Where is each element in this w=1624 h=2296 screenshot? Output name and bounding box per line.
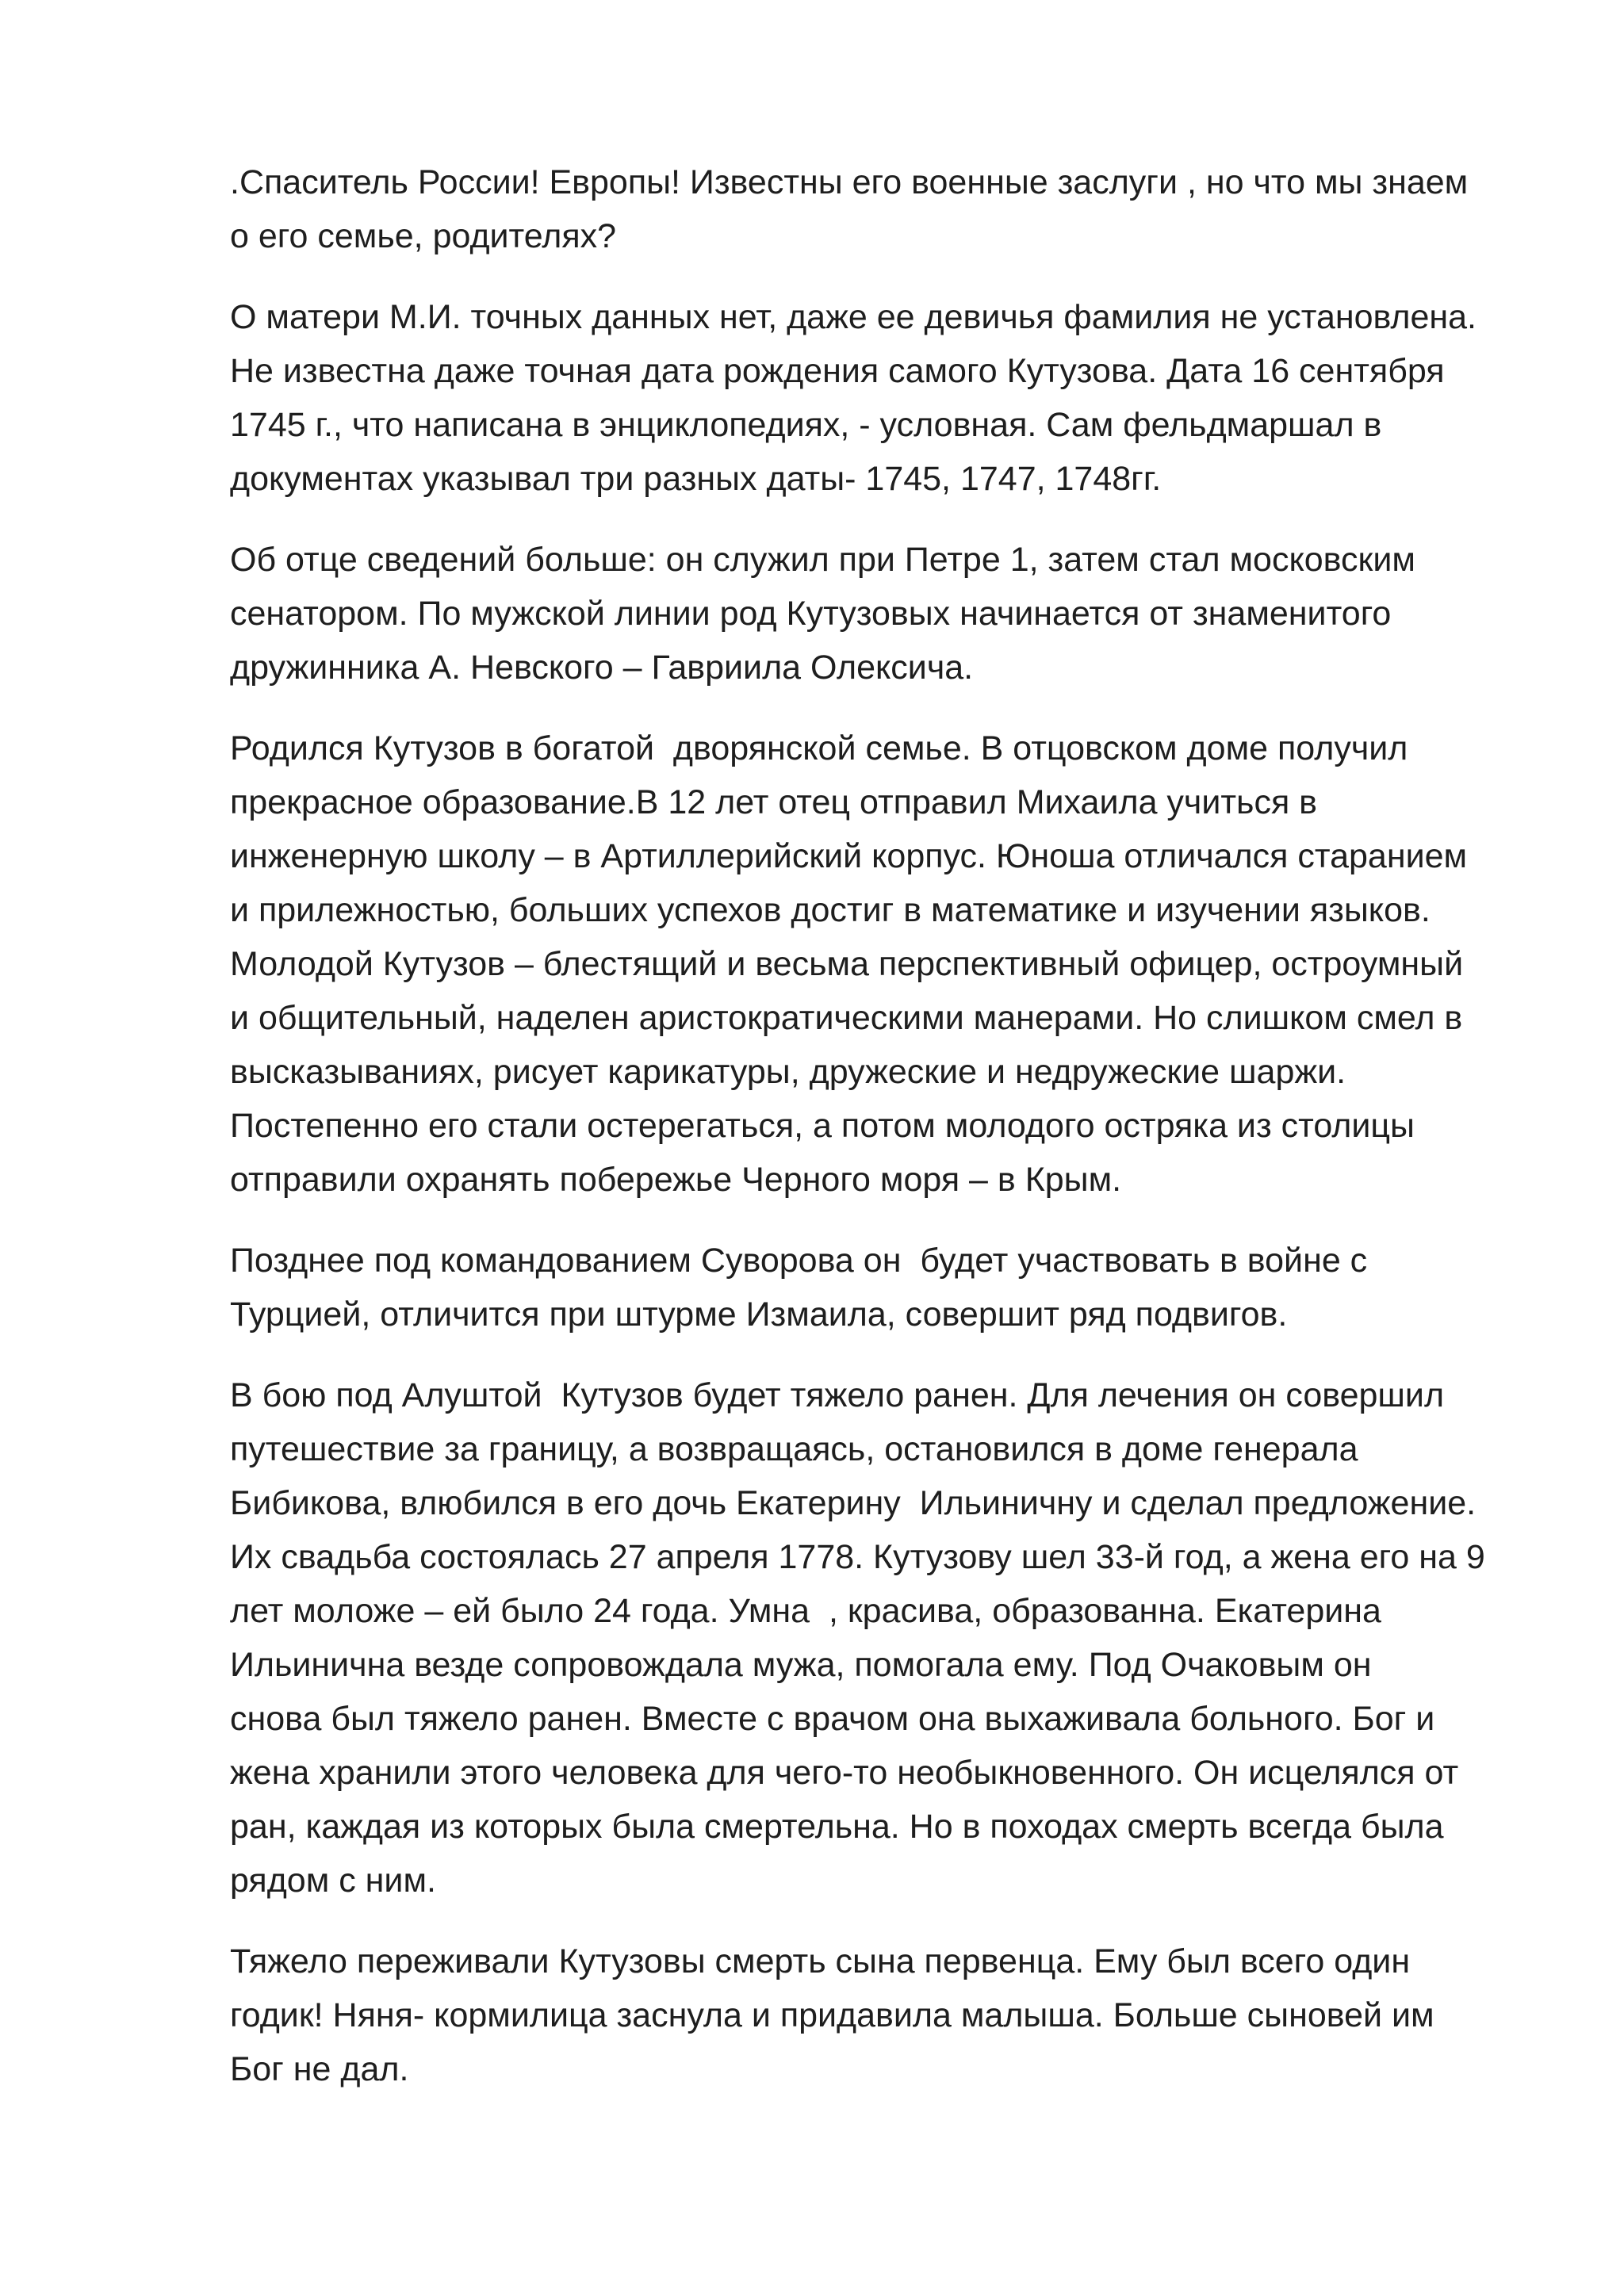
text-line: рядом с ним.: [230, 1862, 436, 1900]
text-line: Постепенно его стали остерегаться, а потом молодого остряка из столицы: [230, 1107, 1415, 1145]
text-line: сенатором. По мужской линии род Кутузовых начинается от знаменитого: [230, 595, 1392, 633]
paragraph-suvorov: [230, 1234, 1542, 1341]
paragraph-marriage: [230, 1368, 1542, 1908]
text-line: О матери М.И. точных данных нет, даже ее девичья фамилия не установлена.: [230, 298, 1477, 336]
text-line: прекрасное образование.В 12 лет отец отправил Михаила учиться в: [230, 783, 1318, 821]
text-line: Родился Кутузов в богатой дворянской семье. В отцовском доме получил: [230, 729, 1408, 767]
paragraph-youth: [230, 721, 1542, 1207]
text-line: Ильинична везде сопровождала мужа, помогала ему. Под Очаковым он: [230, 1646, 1372, 1684]
paragraph-intro: [230, 155, 1542, 263]
text-line: путешествие за границу, а возвращаясь, остановился в доме генерала: [230, 1430, 1358, 1468]
text-line: лет моложе – ей было 24 года. Умна , красива, образованна. Екатерина: [230, 1592, 1381, 1630]
text-line: Тяжело переживали Кутузовы смерть сына первенца. Ему был всего один: [230, 1942, 1411, 1980]
document-body: [230, 155, 1542, 2123]
text-line: инженерную школу – в Артиллерийский корпус. Юноша отличался старанием: [230, 837, 1468, 875]
text-line: В бою под Алуштой Кутузов будет тяжело ранен. Для лечения он совершил: [230, 1376, 1445, 1414]
text-line: жена хранили этого человека для чего-то необыкновенного. Он исцелялся от: [230, 1754, 1459, 1792]
paragraph-mother: [230, 290, 1542, 506]
text-line: дружинника А. Невского – Гавриила Олексича.: [230, 649, 974, 687]
paragraph-son: [230, 1934, 1542, 2096]
text-line: Их свадьба состоялась 27 апреля 1778. Кутузову шел 33-й год, а жена его на 9: [230, 1538, 1485, 1576]
text-line: Об отце сведений больше: он служил при Петре 1, затем стал московским: [230, 541, 1415, 579]
text-line: высказываниях, рисует карикатуры, дружеские и недружеские шаржи.: [230, 1053, 1346, 1091]
text-line: Турцией, отличится при штурме Измаила, совершит ряд подвигов.: [230, 1295, 1288, 1334]
text-line: Позднее под командованием Суворова он будет участвовать в войне с: [230, 1242, 1368, 1280]
text-line: и прилежностью, больших успехов достиг в математике и изучении языков.: [230, 891, 1431, 929]
text-line: Молодой Кутузов – блестящий и весьма перспективный офицер, остроумный: [230, 945, 1464, 983]
text-line: отправили охранять побережье Черного моря – в Крым.: [230, 1161, 1122, 1199]
text-line: годик! Няня- кормилица заснула и придавила малыша. Больше сыновей им: [230, 1996, 1434, 2034]
text-line: 1745 г., что написана в энциклопедиях, - условная. Сам фельдмаршал в: [230, 406, 1382, 444]
text-line: снова был тяжело ранен. Вместе с врачом она выхаживала больного. Бог и: [230, 1700, 1435, 1738]
text-line: документах указывал три разных даты- 1745, 1747, 1748гг.: [230, 460, 1162, 498]
text-line: Бибикова, влюбился в его дочь Екатерину Ильиничну и сделал предложение.: [230, 1484, 1477, 1522]
text-line: Бог не дал.: [230, 2050, 409, 2088]
text-line: Не известна даже точная дата рождения самого Кутузова. Дата 16 сентября: [230, 352, 1445, 390]
text-line: о его семье, родителях?: [230, 217, 617, 255]
paragraph-father: [230, 533, 1542, 695]
text-line: ран, каждая из которых была смертельна. Но в походах смерть всегда была: [230, 1808, 1444, 1846]
text-line: и общительный, наделен аристократическими манерами. Но слишком смел в: [230, 999, 1463, 1037]
text-line: .Спаситель России! Европы! Известны его военные заслуги , но что мы знаем: [230, 163, 1469, 201]
